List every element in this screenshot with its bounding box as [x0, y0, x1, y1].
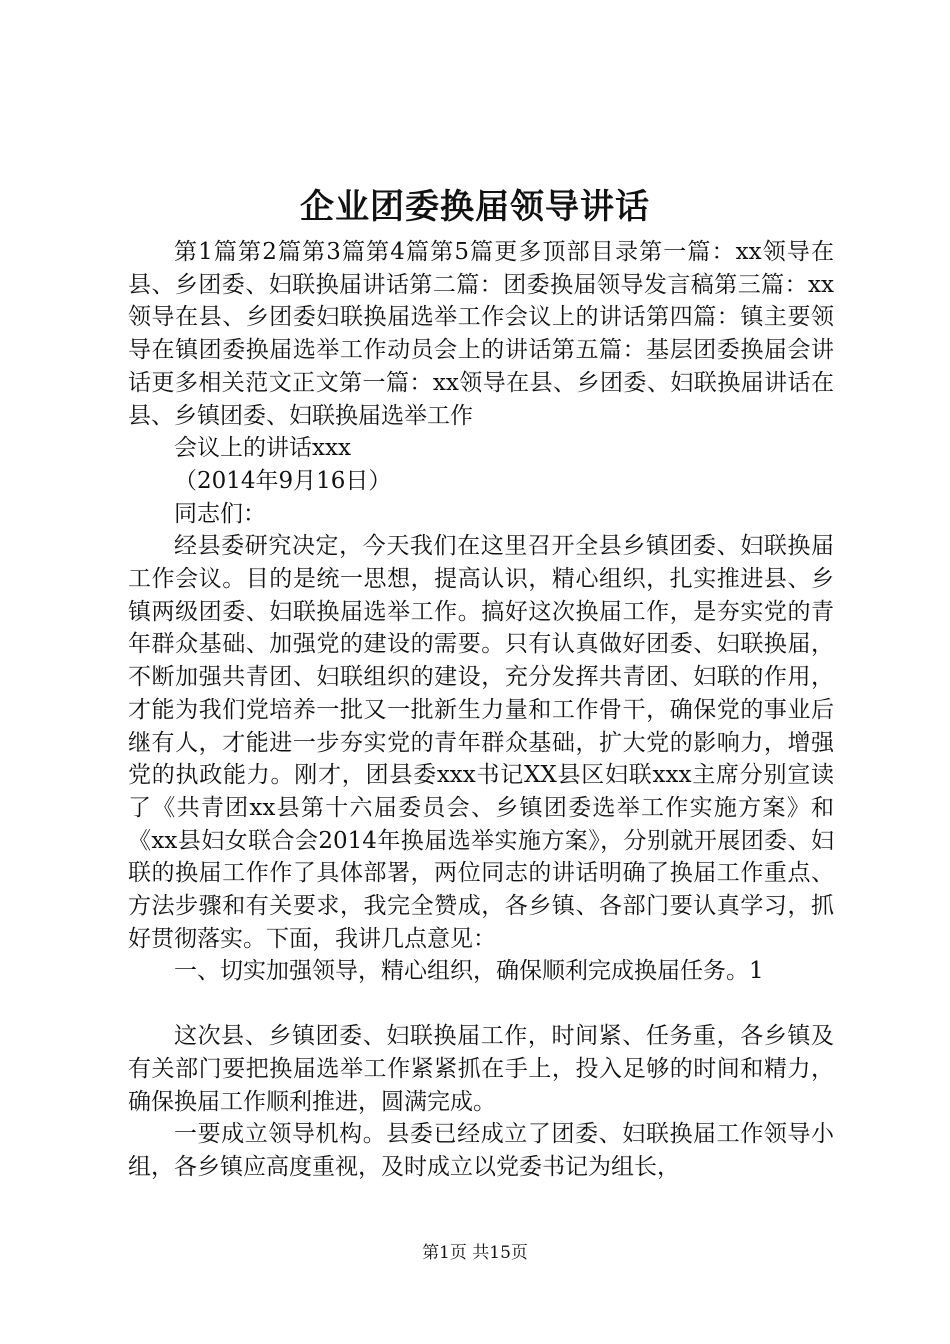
paragraph-intro: 经县委研究决定，今天我们在这里召开全县乡镇团委、妇联换届工作会议。目的是统一思想，提高认识，精心组织，扎实推进县、乡镇两级团委、妇联换届选举工作。搞好这次换届工作，是夯实党的青年群众基础、加强党的建设的需要。只有认真做好团委、妇联换届，不断加强共青团、妇联组织的建设，充分发挥共青团、妇联的作用，才能为我们党培养一批又一批新生力量和工作骨干，确保党的事业后继有人，才能进一步夯实党的青年群众基础，扩大党的影响力，增强党的执政能力。刚才，团县委xxx书记XX县区妇联xxx主席分别宣读了《共青团xx县第十六届委员会、乡镇团委选举工作实施方案》和《xx县妇女联合会2014年换届选举实施方案》，分别就开展团委、妇联的换届工作作了具体部署，两位同志的讲话明确了换届工作重点、方法步骤和有关要求，我完全赞成，各乡镇、各部门要认真学习，抓好贯彻落实。下面，我讲几点意见： [128, 533, 834, 952]
document-title: 企业团委换届领导讲话 [300, 187, 650, 227]
paragraph-leadership: 一要成立领导机构。县委已经成立了团委、妇联换届工作领导小组，各乡镇应高度重视，及时成立以党委书记为组长， [128, 1121, 834, 1180]
paragraph-section-one-heading: 一、切实加强领导，精心组织，确保顺利完成换届任务。1 [174, 958, 764, 985]
paragraph-speech-heading: 会议上的讲话xxx [174, 435, 351, 462]
paragraph-section-one-body: 这次县、乡镇团委、妇联换届工作，时间紧、任务重，各乡镇及有关部门要把换届选举工作紧紧抓在手上，投入足够的时间和精力，确保换届工作顺利推进，圆满完成。 [128, 1023, 834, 1115]
page-footer: 第1页 共15页 [422, 1243, 528, 1263]
paragraph-toc: 第1篇第2篇第3篇第4篇第5篇更多顶部目录第一篇：xx领导在县、乡团委、妇联换届讲话第二篇：团委换届领导发言稿第三篇：xx领导在县、乡团委妇联换届选举工作会议上的讲话第四篇：镇主要领导在镇团委换届选举工作动员会上的讲话第五篇：基层团委换届会讲话更多相关范文正文第一篇：xx领导在县、乡团委、妇联换届讲话在县、乡镇团委、妇联换届选举工作 [128, 239, 834, 429]
paragraph-salutation: 同志们： [174, 500, 266, 527]
paragraph-date: （2014年9月16日） [174, 467, 392, 494]
document-body [128, 236, 834, 1184]
